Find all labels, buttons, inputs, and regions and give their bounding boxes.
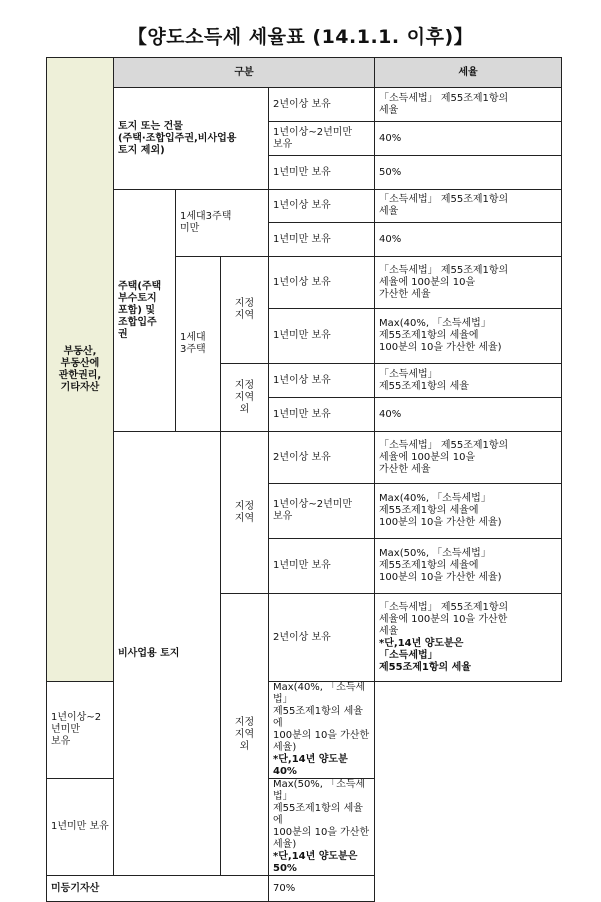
holding-period: 2년이상 보유 xyxy=(269,594,375,682)
non-designated-area-label: 지정 지역 외 xyxy=(221,364,269,432)
under-three-houses-label: 1세대3주택 미만 xyxy=(176,190,269,257)
holding-period: 1년미만 보유 xyxy=(269,539,375,594)
unregistered-asset-label: 미등기자산 xyxy=(47,876,269,902)
tax-rate: 40% xyxy=(375,223,562,257)
tax-rate: Max(40%, 「소득세법」 제55조제1항의 세율에 100분의 10을 가산한 세율) xyxy=(273,682,370,753)
non-designated-area-label: 지정 지역 외 xyxy=(221,594,269,876)
tax-rate-cell xyxy=(269,779,375,876)
table-row xyxy=(47,88,562,122)
tax-rate: 「소득세법」 제55조제1항의 세율 xyxy=(375,364,562,398)
holding-period: 1년이상 보유 xyxy=(269,190,375,223)
land-building-label: 토지 또는 건물 (주택·조합입주권,비사업용 토지 제외) xyxy=(114,88,269,190)
housing-label: 주택(주택 부수토지 포함) 및 조합입주 권 xyxy=(114,190,176,432)
tax-rate: 「소득세법」 제55조제1항의 세율에 100분의 10을 가산한 세율 xyxy=(375,257,562,309)
tax-rate-table xyxy=(46,57,562,902)
tax-rate: 「소득세법」 제55조제1항의 세율에 100분의 10을 가산한 세율 xyxy=(379,601,509,637)
table-row xyxy=(47,876,562,902)
holding-period: 2년이상 보유 xyxy=(269,88,375,122)
designated-area-label: 지정 지역 xyxy=(221,432,269,594)
page-title: 【양도소득세 세율표 (14.1.1. 이후)】 xyxy=(127,26,474,48)
holding-period: 2년이상 보유 xyxy=(269,432,375,484)
holding-period: 1년미만 보유 xyxy=(47,779,114,876)
holding-period: 1년이상~2년미만 보유 xyxy=(269,122,375,156)
three-houses-label: 1세대 3주택 xyxy=(176,257,221,432)
tax-rate-cell xyxy=(375,594,562,682)
footnote: *단,14년 양도분 40% xyxy=(273,754,348,777)
holding-period: 1년미만 보유 xyxy=(269,309,375,364)
tax-rate: Max(50%, 「소득세법」 제55조제1항의 세율에 100분의 10을 가산한 세율) xyxy=(273,779,370,850)
footnote: *단,14년 양도분은 50% xyxy=(273,851,358,874)
table-row xyxy=(47,190,562,223)
footnote: *단,14년 양도분은 「소득세법」 제55조제1항의 세율 xyxy=(379,637,471,673)
asset-category-cell: 부동산, 부동산에 관한권리, 기타자산 xyxy=(47,58,114,682)
holding-period: 1년미만 보유 xyxy=(269,398,375,432)
header-rate: 세율 xyxy=(375,58,562,88)
holding-period: 1년미만 보유 xyxy=(269,223,375,257)
tax-rate-cell xyxy=(269,682,375,779)
holding-period: 1년이상~2년미만 보유 xyxy=(47,682,114,779)
tax-rate: 「소득세법」 제55조제1항의 세율에 100분의 10을 가산한 세율 xyxy=(375,432,562,484)
holding-period: 1년이상 보유 xyxy=(269,364,375,398)
tax-rate: 70% xyxy=(269,876,375,902)
tax-rate: Max(50%, 「소득세법」 제55조제1항의 세율에 100분의 10을 가산한 세율) xyxy=(375,539,562,594)
header-category: 구분 xyxy=(114,58,375,88)
table-header-row xyxy=(47,58,562,88)
tax-rate: Max(40%, 「소득세법」 제55조제1항의 세율에 100분의 10을 가산한 세율) xyxy=(375,309,562,364)
tax-rate: 50% xyxy=(375,156,562,190)
tax-rate: 40% xyxy=(375,398,562,432)
tax-rate: 「소득세법」 제55조제1항의 세율 xyxy=(375,190,562,223)
tax-rate: Max(40%, 「소득세법」 제55조제1항의 세율에 100분의 10을 가산한 세율) xyxy=(375,484,562,539)
holding-period: 1년미만 보유 xyxy=(269,156,375,190)
table-row xyxy=(47,432,562,484)
nonbusiness-land-label: 비사업용 토지 xyxy=(114,432,221,876)
designated-area-label: 지정 지역 xyxy=(221,257,269,364)
holding-period: 1년이상 보유 xyxy=(269,257,375,309)
tax-rate: 40% xyxy=(375,122,562,156)
holding-period: 1년이상~2년미만 보유 xyxy=(269,484,375,539)
tax-rate: 「소득세법」 제55조제1항의 세율 xyxy=(375,88,562,122)
